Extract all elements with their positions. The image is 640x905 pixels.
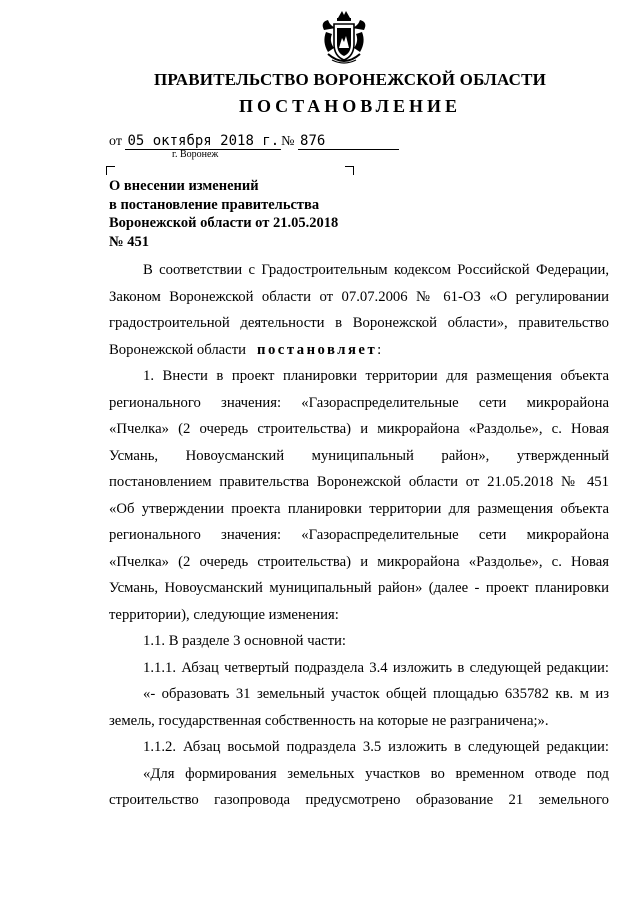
date-prefix: от (109, 134, 122, 149)
body-text: Воронежской области (109, 341, 246, 358)
subject-line: № 451 (109, 233, 149, 250)
resolves-word: постановляет (257, 341, 378, 358)
document-date: 05 октября 2018 г. (127, 133, 280, 149)
subject-corner-left (106, 166, 115, 175)
body-line: «Для формирования земельных участков во временном отводе под (143, 765, 609, 782)
body-line: В соответствии с Градостроительным кодексом Российской Федерации, (143, 262, 609, 278)
subject-line: Воронежской области от 21.05.2018 (109, 215, 339, 231)
number-prefix: № (281, 134, 295, 149)
body-line: земель, государственная собственность на которые не разграничена;». (109, 712, 549, 729)
body-line: градостроительной деятельности в Воронежской области», правительство (109, 315, 609, 331)
body-line: Законом Воронежской области от 07.07.2006 № 61-ОЗ «О регулировании (109, 288, 609, 305)
body-line-resolves (109, 337, 609, 364)
body-line: «Пчелка» (2 очередь строительства) и микрорайона «Раздолье», с. Новая (109, 553, 609, 570)
subject-corner-right (345, 166, 354, 175)
subject-line: О внесении изменений (109, 178, 259, 194)
subject-block (109, 177, 369, 251)
document-type-title: ПОСТАНОВЛЕНИЕ (238, 96, 462, 116)
body-line: «- образовать 31 земельный участок общей площадью 635782 кв. м из (143, 686, 609, 702)
body-line: территории), следующие изменения: (109, 606, 339, 623)
body-line: постановлением правительства Воронежской области от 21.05.2018 № 451 (109, 474, 609, 490)
organization-title: ПРАВИТЕЛЬСТВО ВОРОНЕЖСКОЙ ОБЛАСТИ (153, 70, 547, 89)
body-line: регионального значения: «Газораспределительные сети микрорайона (109, 527, 609, 543)
body-line: 1.1.2. Абзац восьмой подраздела 3.5 изложить в следующей редакции: (143, 739, 609, 755)
body-line: строительство газопровода предусмотрено образование 21 земельного (109, 792, 609, 808)
body-line: Усмань, Новоусманский муниципальный район», утвержденный (109, 447, 609, 464)
city-label: г. Воронеж (172, 149, 219, 160)
coat-of-arms-icon (318, 8, 370, 70)
body-line: «Об утверждении проекта планировки территории для размещения объекта (109, 500, 609, 517)
document-body (109, 257, 609, 814)
body-line: Усмань, Новоусманский муниципальный район» (далее - проект планировки (109, 580, 609, 596)
subject-line: в постановление правительства (109, 196, 320, 213)
number-underline-tail (327, 133, 398, 150)
colon: : (377, 341, 382, 358)
document-number: 876 (300, 133, 326, 149)
body-line: 1.1.1. Абзац четвертый подраздела 3.4 изложить в следующей редакции: (143, 659, 609, 676)
body-line: 1. Внести в проект планировки территории для размещения объекта (143, 368, 609, 384)
body-line: 1.1. В разделе 3 основной части: (143, 633, 346, 649)
date-number-line (109, 133, 399, 150)
body-line: «Пчелка» (2 очередь строительства) и микрорайона «Раздолье», с. Новая (109, 421, 609, 437)
body-line: регионального значения: «Газораспределительные сети микрорайона (109, 394, 609, 411)
